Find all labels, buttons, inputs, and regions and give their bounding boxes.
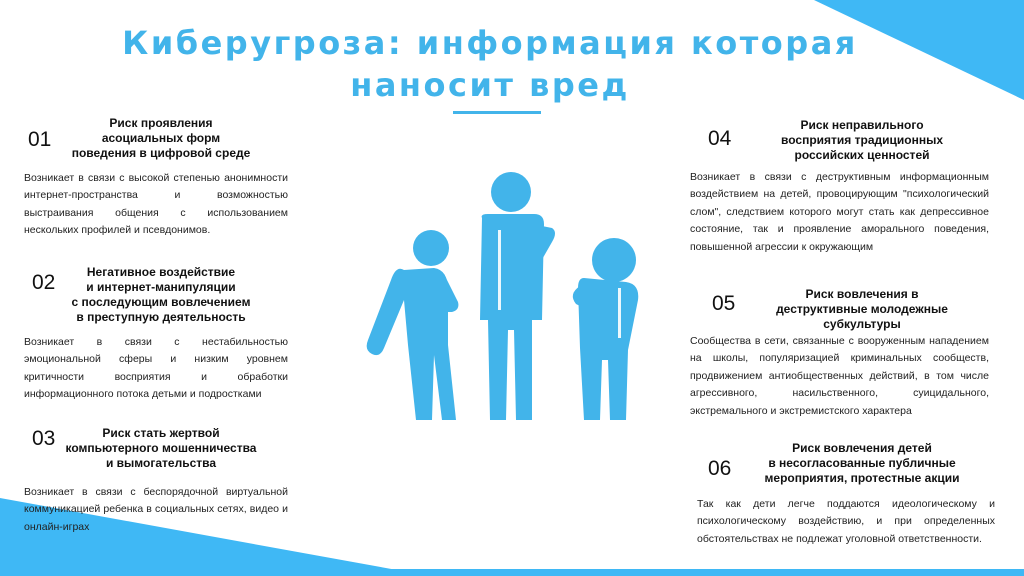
heading-line: асоциальных форм [101, 131, 221, 145]
heading-line: деструктивные молодежные [776, 302, 948, 316]
heading-line: восприятия традиционных [781, 133, 943, 147]
heading-line: с последующим вовлечением [71, 295, 251, 309]
item-text-02: Возникает в связи с нестабильностью эмоциональной сферы и низким уровнем критичности восприятия и обработки информационного потока детьми и подростками [24, 336, 288, 401]
heading-line: и вымогательства [105, 456, 217, 470]
title-underline [453, 111, 541, 114]
item-heading-04 [752, 118, 972, 163]
item-number-04: 04 [708, 127, 732, 150]
item-heading-02 [56, 265, 266, 325]
item-heading-06 [752, 441, 972, 486]
heading-line: компьютерного мошенничества [65, 441, 257, 455]
heading-line: российских ценностей [794, 148, 930, 162]
heading-line: Риск вовлечения в [805, 287, 919, 301]
item-number-03: 03 [32, 427, 56, 450]
item-number-06: 06 [708, 457, 732, 480]
item-text-01: Возникает в связи с высокой степенью анонимности интернет-пространства и возможностью выстраивания общения с использованием нескольких профилей и псевдонимов. [24, 172, 288, 237]
heading-line: в несогласованные публичные [768, 456, 956, 470]
bottom-accent-bar [0, 569, 1024, 576]
heading-line: Негативное воздействие [86, 265, 236, 279]
item-text-05: Сообщества в сети, связанные с вооруженным нападением на школы, популяризацией криминальных сообществ, продвижением антиобщественных действий, в том числе агрессивного, насильственного, суицидального, экстремального и экстремистского характера [690, 335, 989, 417]
item-number-01: 01 [28, 128, 52, 151]
heading-line: и интернет-манипуляции [86, 280, 236, 294]
item-text-04: Возникает в связи с деструктивным информационным воздействием на детей, провоцирующим "психологический слом", следствием которого могут стать как депрессивное состояние, так и проявление аморального поведения, повышенной агрессии к окружающим [690, 171, 989, 253]
heading-line: Риск вовлечения детей [792, 441, 932, 455]
title-line-2: наносит вред [350, 66, 630, 104]
item-number-05: 05 [712, 292, 736, 315]
heading-line: Риск стать жертвой [102, 426, 220, 440]
heading-line: в преступную деятельность [76, 310, 246, 324]
item-heading-01 [56, 116, 266, 161]
heading-line: субкультуры [823, 317, 901, 331]
item-text-03: Возникает в связи с беспорядочной виртуальной коммуникацией ребенка в социальных сетях, видео и онлайн-играх [24, 486, 288, 533]
heading-line: Риск проявления [109, 116, 213, 130]
heading-line: мероприятия, протестные акции [764, 471, 960, 485]
heading-line: Риск неправильного [800, 118, 924, 132]
page-title [40, 22, 940, 106]
item-number-02: 02 [32, 271, 56, 294]
item-heading-05 [752, 287, 972, 332]
item-heading-03 [56, 426, 266, 471]
title-line-1: Киберугроза: информация которая [122, 24, 858, 62]
heading-line: поведения в цифровой среде [71, 146, 251, 160]
people-thinking-icon [356, 170, 666, 430]
item-text-06: Так как дети легче поддаются идеологическому и психологическому воздействию, и при определенных обстоятельствах не подлежат уголовной ответственности. [697, 498, 995, 545]
